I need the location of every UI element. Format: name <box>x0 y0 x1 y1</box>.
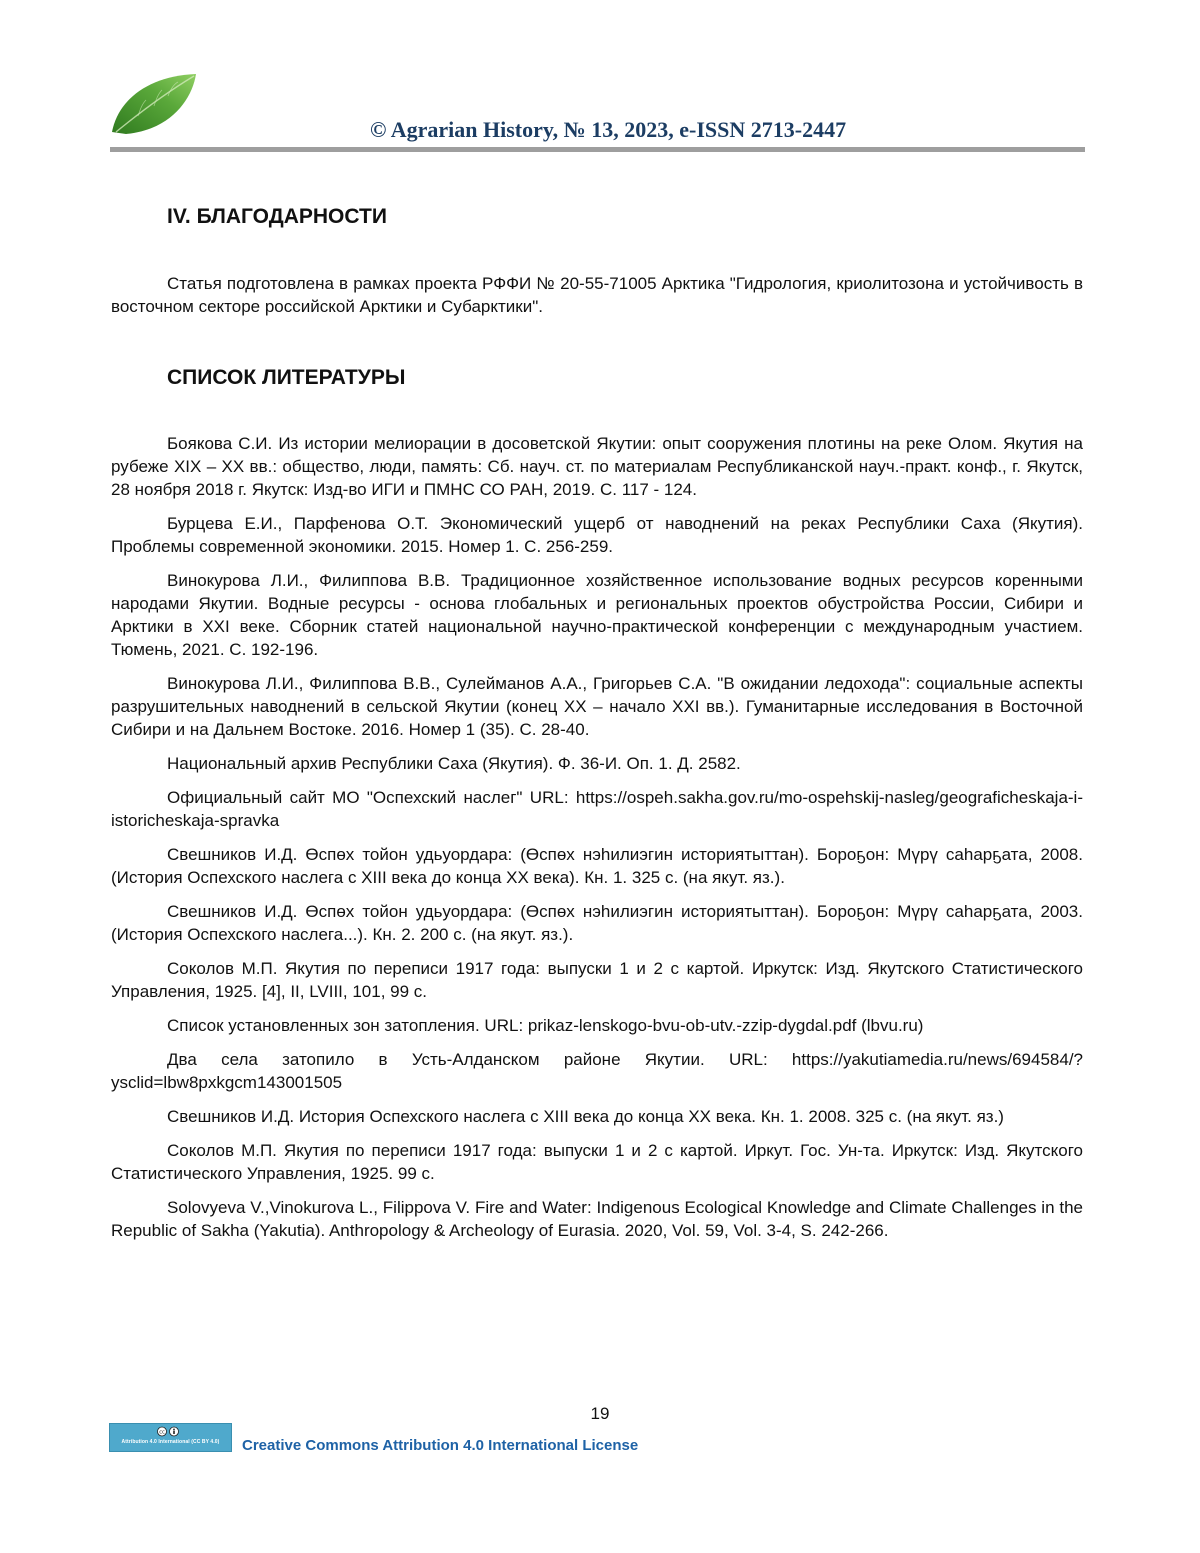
references-heading: СПИСОК ЛИТЕРАТУРЫ <box>167 366 406 389</box>
reference-item: Список установленных зон затопления. URL: prikaz-lenskogo-bvu-ob-utv.-zzip-dygdal.pdf (lbvu.ru) <box>167 1016 924 1035</box>
page-content <box>111 200 1083 1253</box>
reference-item: Национальный архив Республики Саха (Якутия). Ф. 36-И. Оп. 1. Д. 2582. <box>167 754 741 773</box>
reference-item: Два села затопило в Усть-Алданском районе Якутии. URL: https://yakutiamedia.ru/news/694584/?ysclid=lbw8pxkgcm143001505 <box>111 1050 1083 1092</box>
reference-item: Винокурова Л.И., Филиппова В.В., Сулейманов А.А., Григорьев С.А. "В ожидании ледохода": социальные аспекты разрушительных наводнений в сельской Якутии (конец XX – начало XXI вв.). Гуманитарные исследования в Восточной Сибири и на Дальнем Востоке. 2016. Номер 1 (35). С. 28-40. <box>111 674 1083 739</box>
reference-item: Официальный сайт МО "Оспехский наслег" URL: https://ospeh.sakha.gov.ru/mo-ospehskij-nasleg/geograficheskaja-i-istoricheskaja-spravka <box>111 788 1083 830</box>
cc-license-badge[interactable] <box>109 1423 232 1452</box>
reference-item: Свешников И.Д. История Оспехского наслега с XIII века до конца XX века. Кн. 1. 2008. 325 с. (на якут. яз.) <box>167 1107 1004 1126</box>
reference-item: Свешников И.Д. Өспөх тойон удьуордара: (Өспөх нэһилиэгин историятыттан). Бороҕон: Мүрү саһарҕата, 2008. (История Оспехского наслега с XIII века до конца XX века). Кн. 1. 325 с. (на якут. яз.). <box>111 845 1083 887</box>
reference-item: Боякова С.И. Из истории мелиорации в досоветской Якутии: опыт сооружения плотины на реке Олом. Якутия на рубеже XIX – XX вв.: общество, люди, память: Сб. науч. ст. по материалам Республиканской науч.-практ. конф., г. Якутск, 28 ноября 2018 г. Якутск: Изд-во ИГИ и ПМНС СО РАН, 2019. С. 117 - 124. <box>111 434 1083 499</box>
reference-item: Свешников И.Д. Өспөх тойон удьуордара: (Өспөх нэһилиэгин историятыттан). Бороҕон: Мүрү саһарҕата, 2003. (История Оспехского наслега...). Кн. 2. 200 с. (на якут. яз.). <box>111 902 1083 944</box>
reference-item: Соколов М.П. Якутия по переписи 1917 года: выпуски 1 и 2 с картой. Иркут. Гос. Ун-та. Иркутск: Изд. Якутского Статистического Управления, 1925. 99 с. <box>111 1141 1083 1183</box>
svg-text:cc: cc <box>159 1429 165 1436</box>
acknowledgements-heading: IV. БЛАГОДАРНОСТИ <box>167 205 387 228</box>
references-list <box>111 432 1083 1242</box>
reference-item: Solovyeva V.,Vinokurova L., Filippova V. Fire and Water: Indigenous Ecological Knowledge and Climate Challenges in the Republic of Sakha (Yakutia). Anthropology & Archeology of Eurasia. 2020, Vol. 59, Vol. 3-4, S. 242-266. <box>111 1198 1083 1240</box>
reference-item: Винокурова Л.И., Филиппова В.В. Традиционное хозяйственное использование водных ресурсов коренными народами Якутии. Водные ресурсы - основа глобальных и региональных проектов обустройства России, Сибири и Арктики в XXI веке. Сборник статей национальной научно-практической конференции с международным участием. Тюмень, 2021. С. 192-196. <box>111 571 1083 659</box>
page-number: 19 <box>590 1404 610 1423</box>
acknowledgements-text: Статья подготовлена в рамках проекта РФФИ № 20-55-71005 Арктика "Гидрология, криолитозона и устойчивость в восточном секторе российской Арктики и Субарктики". <box>111 274 1083 316</box>
reference-item: Бурцева Е.И., Парфенова О.Т. Экономический ущерб от наводнений на реках Республики Саха (Якутия). Проблемы современной экономики. 2015. Номер 1. С. 256-259. <box>111 514 1083 556</box>
reference-item: Соколов М.П. Якутия по переписи 1917 года: выпуски 1 и 2 с картой. Иркутск: Изд. Якутского Статистического Управления, 1925. [4], II, LVIII, 101, 99 с. <box>111 959 1083 1001</box>
header-rule <box>110 147 1085 152</box>
journal-title: © Agrarian History, № 13, 2023, e-ISSN 2713-2447 <box>370 117 847 142</box>
leaf-logo-icon <box>108 70 208 140</box>
license-link[interactable]: Creative Commons Attribution 4.0 International License <box>242 1437 639 1454</box>
page-header <box>0 0 1200 160</box>
cc-by-icon <box>156 1426 186 1437</box>
cc-badge-text: Attribution 4.0 International (CC BY 4.0) <box>121 1439 220 1445</box>
